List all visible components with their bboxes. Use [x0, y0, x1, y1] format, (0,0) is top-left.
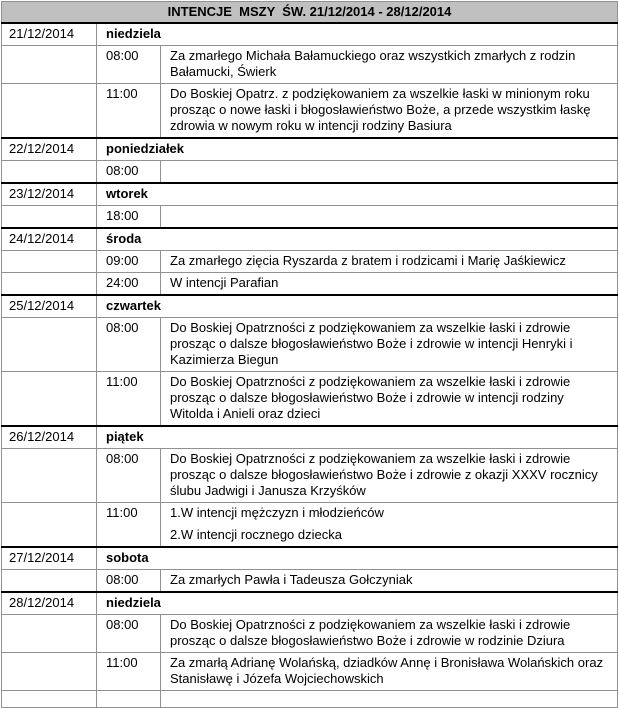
time-cell: 08:00	[97, 161, 161, 184]
time-cell: 08:00	[97, 46, 161, 84]
date-cell: 24/12/2014	[2, 228, 97, 251]
day-name: niedziela	[97, 23, 618, 46]
day-row	[2, 295, 618, 318]
table-header-row	[2, 2, 618, 24]
mass-row	[2, 161, 618, 184]
time-cell: 08:00	[97, 570, 161, 593]
date-cell	[2, 273, 97, 296]
time-cell: 18:00	[97, 206, 161, 229]
time-cell: 08:00	[97, 449, 161, 503]
intention-cell	[161, 372, 618, 427]
date-cell: 25/12/2014	[2, 295, 97, 318]
date-cell	[2, 615, 97, 653]
page-title: INTENCJE MSZY ŚW. 21/12/2014 - 28/12/2014	[2, 2, 618, 24]
mass-row	[2, 206, 618, 229]
mass-row	[2, 449, 618, 503]
time-cell	[97, 691, 161, 708]
date-cell: 22/12/2014	[2, 138, 97, 161]
intention-cell	[161, 615, 618, 653]
date-cell	[2, 46, 97, 84]
time-cell: 08:00	[97, 318, 161, 372]
time-cell: 24:00	[97, 273, 161, 296]
day-row	[2, 138, 618, 161]
intention-text: Za zmarłego zięcia Ryszarda z bratem i rodzicami i Marię Jaśkiewicz	[170, 253, 566, 268]
date-cell	[2, 84, 97, 139]
intention-cell	[161, 691, 618, 708]
intention-cell	[161, 84, 618, 139]
intention-text-2: 2.W intencji rocznego dziecka	[170, 527, 342, 542]
mass-row	[2, 615, 618, 653]
date-cell	[2, 206, 97, 229]
date-cell	[2, 570, 97, 593]
day-row	[2, 592, 618, 615]
date-cell	[2, 503, 97, 548]
date-cell: 26/12/2014	[2, 426, 97, 449]
intention-cell	[161, 273, 618, 296]
intention-text: Do Boskiej Opatrz. z podziękowaniem za wszelkie łaski w minionym roku prosząc o nowe łaski i błogosławieństwo Boże, a przede wszystkim łaskę zdrowia w nowym roku w intencji rodziny Basiura	[170, 86, 591, 133]
intention-text: Do Boskiej Opatrzności z podziękowaniem za wszelkie łaski i zdrowie prosząc o dalsze błogosławieństwo Boże i zdrowie z okazji XXXV rocznicy ślubu Jadwigi i Janusza Krzyśków	[170, 451, 598, 498]
mass-intentions-table	[1, 1, 618, 708]
time-cell: 11:00	[97, 84, 161, 139]
intention-text: Za zmarłego Michała Bałamuckiego oraz wszystkich zmarłych z rodzin Bałamucki, Świerk	[170, 48, 576, 79]
intention-text: Do Boskiej Opatrzności z podziękowaniem za wszelkie łaski i zdrowie prosząc o dalsze błogosławieństwo Boże i zdrowie w rodzinie Dziura	[170, 617, 571, 648]
day-name: niedziela	[97, 592, 618, 615]
day-name: piątek	[97, 426, 618, 449]
time-cell: 08:00	[97, 615, 161, 653]
day-name: wtorek	[97, 183, 618, 206]
intention-text: Do Boskiej Opatrzności z podziękowaniem za wszelkie łaski i zdrowie prosząc o dalsze błogosławieństwo Boże i zdrowie w intencji rodziny Witolda i Anieli oraz dzieci	[170, 374, 571, 421]
time-cell: 09:00	[97, 251, 161, 273]
mass-row	[2, 372, 618, 427]
day-name: czwartek	[97, 295, 618, 318]
date-cell	[2, 251, 97, 273]
date-cell	[2, 691, 97, 708]
date-cell	[2, 372, 97, 427]
intention-cell	[161, 251, 618, 273]
mass-row	[2, 273, 618, 296]
intention-text: Za zmarłych Pawła i Tadeusza Gołczyniak	[170, 572, 413, 587]
mass-row	[2, 84, 618, 139]
date-cell: 28/12/2014	[2, 592, 97, 615]
intention-cell	[161, 161, 618, 184]
empty-row	[2, 691, 618, 708]
day-name: poniedziałek	[97, 138, 618, 161]
time-cell: 11:00	[97, 503, 161, 548]
mass-row	[2, 570, 618, 593]
mass-row	[2, 318, 618, 372]
day-row	[2, 228, 618, 251]
intention-cell	[161, 46, 618, 84]
date-cell	[2, 449, 97, 503]
date-cell	[2, 161, 97, 184]
mass-row	[2, 46, 618, 84]
day-row	[2, 426, 618, 449]
date-cell: 27/12/2014	[2, 547, 97, 570]
date-cell: 23/12/2014	[2, 183, 97, 206]
intention-text: W intencji Parafian	[170, 275, 279, 290]
intention-cell	[161, 318, 618, 372]
intention-cell	[161, 449, 618, 503]
intention-text: Za zmarłą Adrianę Wolańską, dziadków Annę i Bronisława Wolańskich oraz Stanisławę i Józefa Wojciechowskich	[170, 655, 604, 686]
date-cell: 21/12/2014	[2, 23, 97, 46]
day-name: sobota	[97, 547, 618, 570]
intention-cell	[161, 206, 618, 229]
mass-row	[2, 251, 618, 273]
day-row	[2, 183, 618, 206]
day-name: środa	[97, 228, 618, 251]
date-cell	[2, 318, 97, 372]
day-row	[2, 547, 618, 570]
intention-text: Do Boskiej Opatrzności z podziękowaniem za wszelkie łaski i zdrowie prosząc o dalsze błogosławieństwo Boże i zdrowie w intencji Henryki i Kazimierza Biegun	[170, 320, 573, 367]
intention-cell	[161, 503, 618, 548]
intention-cell	[161, 570, 618, 593]
mass-row	[2, 503, 618, 548]
day-row	[2, 23, 618, 46]
time-cell: 11:00	[97, 372, 161, 427]
intention-text: 1.W intencji mężczyzn i młodzieńców	[170, 505, 384, 520]
time-cell: 11:00	[97, 653, 161, 691]
